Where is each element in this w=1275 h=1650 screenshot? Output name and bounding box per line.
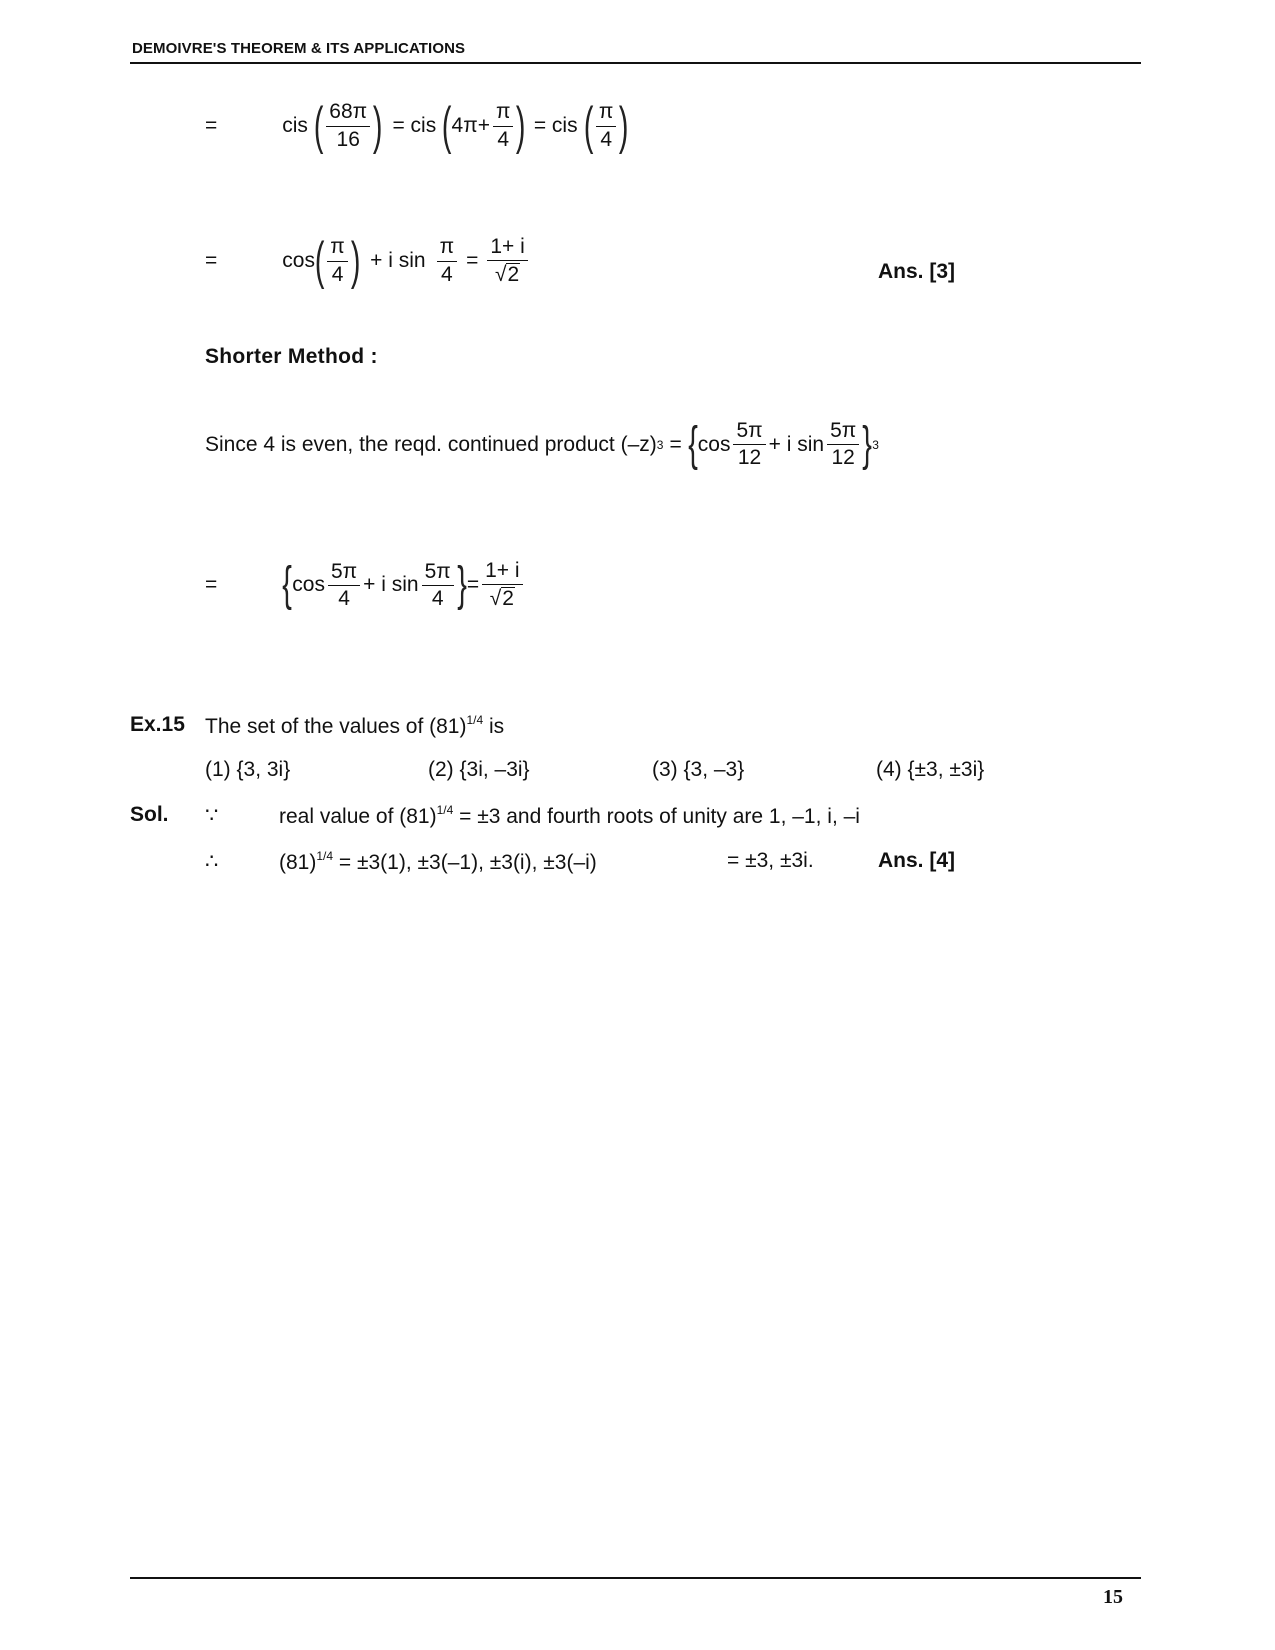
equals-sign: = [205,114,218,137]
inner-term: 4π+ [451,114,490,137]
example-label: Ex.15 [130,713,185,736]
option-3: (3) {3, –3} [652,758,745,781]
therefore-symbol: ∴ [205,850,219,873]
fraction-5pi-12: $\frac{5\pi}{12}$ [827,420,859,469]
example-question: The set of the values of $(81)^{1/4}$ is [205,713,505,738]
equation-step-4: = { cos $\frac{5\pi}{4}$ + i sin $\frac{5\pi}{4}$ } = 1+ i √ 2 [205,560,526,610]
because-symbol: ∵ [205,804,219,827]
solution-result: = ±3, ±3i. [727,849,814,872]
equation-step-1: = cis ( $\frac{68\pi}{16}$ ) = cis ( 4π+ $\frac{\pi}{4}$ ) = cis ( $\frac{\pi}{4}$ ) [205,97,629,155]
cis-label: cis [282,114,308,137]
equation-step-2: = cos ( $\frac{\pi}{4}$ ) + i sin $\frac{\pi}{4}$ = 1+ i √ 2 [205,235,531,287]
fraction-5pi-12: $\frac{5\pi}{12}$ [733,420,765,469]
cis-label: = cis [533,114,578,137]
option-4: (4) {±3, ±3i} [876,758,985,781]
answer-label: Ans. [4] [878,849,956,872]
fraction-pi-4: $\frac{\pi}{4}$ [327,236,348,285]
solution-label: Sol. [130,803,169,826]
solution-line-2: $(81)^{1/4} = \pm 3(1)$, ±3(–1), ±3(i), ±3(–i) [279,849,597,874]
fraction-1-plus-i-over-root2: 1+ i √ 2 [487,236,527,286]
equals-sign: = [205,249,218,272]
solution-line-1: real value of $(81)^{1/4} = \pm 3$ and fourth roots of unity are 1, –1, i, –i [279,803,860,828]
equals-sign: = [669,432,682,456]
fraction-1-plus-i-over-root2: 1+ i √ 2 [482,560,522,610]
equals-sign: = [466,573,480,597]
answer-label: Ans. [3] [878,260,956,283]
footer-rule [130,1577,1141,1579]
fraction-pi-4: $\frac{\pi}{4}$ [437,236,458,285]
fraction-pi-4: $\frac{\pi}{4}$ [596,101,617,150]
section-heading: Shorter Method : [205,345,378,368]
fraction-5pi-4: $\frac{5\pi}{4}$ [328,561,360,610]
fraction-68pi-16: $\frac{68\pi}{16}$ [326,101,370,150]
cos-label: cos [697,432,731,456]
cos-label: cos [292,573,325,597]
header-rule [130,62,1141,64]
cis-label: = cis [392,114,437,137]
sqrt-icon: √ [494,263,507,286]
page-number: 15 [1103,1586,1123,1608]
equals-sign: = [466,249,479,272]
fraction-5pi-4: $\frac{5\pi}{4}$ [422,561,454,610]
option-2: (2) {3i, –3i} [428,758,530,781]
fraction-pi-4: $\frac{\pi}{4}$ [493,101,514,150]
equals-sign: = [205,573,218,597]
isin-label: + i sin [768,432,825,456]
sqrt-icon: √ [489,587,502,611]
running-header: DEMOIVRE'S THEOREM & ITS APPLICATIONS [132,40,466,57]
cos-label: cos [282,249,315,272]
isin-label: + i sin [363,573,419,597]
statement-text: Since 4 is even, the reqd. continued product (–z) [205,432,657,456]
equation-step-3: Since 4 is even, the reqd. continued product (–z) 3 = { cos $\frac{5\pi}{12}$ + i sin $\frac{5\pi}{12}$ } 3 [205,417,879,471]
option-1: (1) {3, 3i} [205,758,291,781]
isin-label: + i sin [370,249,426,272]
